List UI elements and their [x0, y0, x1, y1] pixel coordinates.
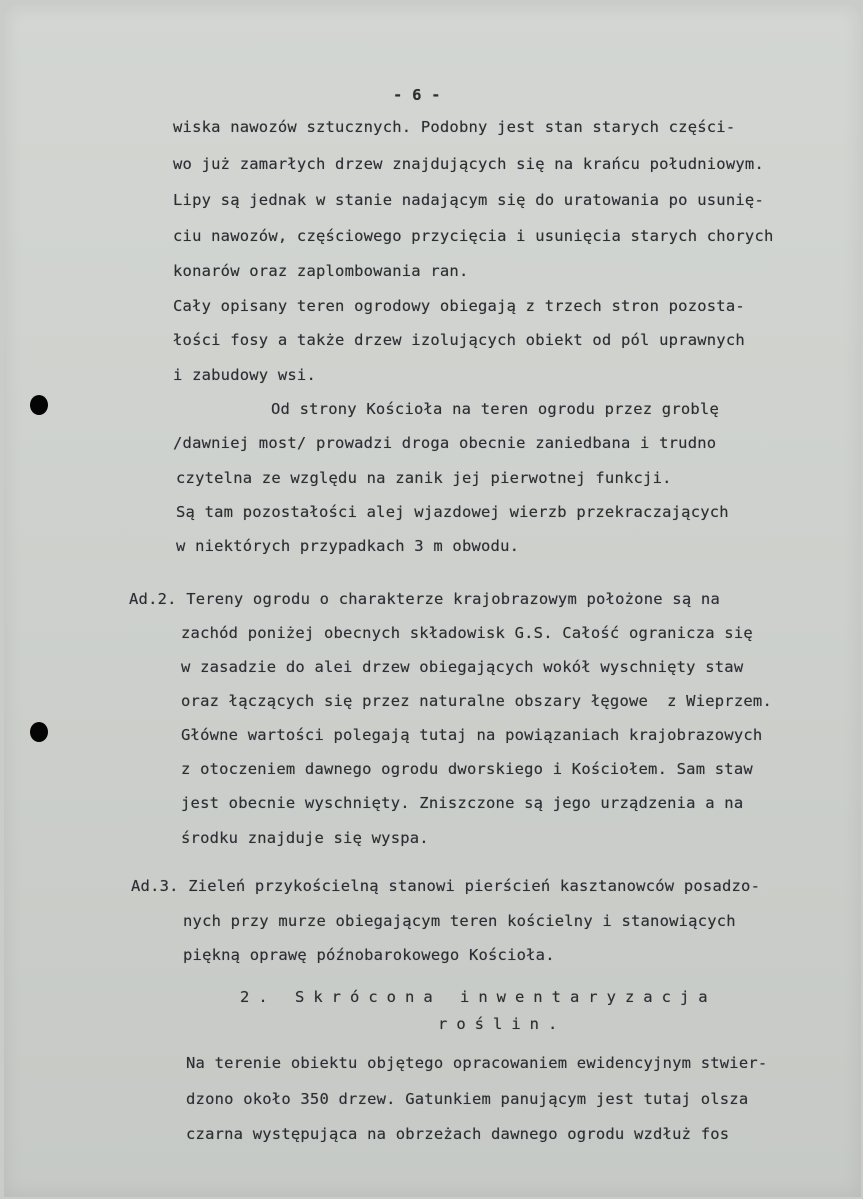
text-line: jest obecnie wyschnięty. Zniszczone są jego urządzenia a na [181, 794, 744, 812]
text-line: w niektórych przypadkach 3 m obwodu. [176, 537, 520, 555]
text-line: piękną oprawę późnobarokowego Kościoła. [183, 946, 555, 964]
text-line: nych przy murze obiegającym teren kościelny i stanowiących [183, 912, 736, 930]
text-line: łości fosy a także drzew izolujących obiekt od pól uprawnych [173, 331, 745, 349]
text-line: ciu nawozów, częściowego przycięcia i usunięcia starych chorych [173, 227, 774, 245]
text-line: czytelna ze względu na zanik jej pierwotnej funkcji. [176, 469, 672, 487]
text-line: środku znajduje się wyspa. [181, 829, 429, 847]
text-line: oraz łączących się przez naturalne obszary łęgowe z Wieprzem. [181, 692, 772, 710]
text-line: dzono około 350 drzew. Gatunkiem panującym jest tutaj olsza [186, 1090, 749, 1108]
text-line: Główne wartości polegają tutaj na powiązaniach krajobrazowych [181, 726, 763, 744]
section-heading: roślin. [438, 1015, 567, 1033]
text-line: Od strony Kościoła na teren ogrodu przez groblę [271, 400, 719, 418]
section-heading: 2. Skrócona inwentaryzacja [240, 988, 717, 1006]
text-line: Lipy są jednak w stanie nadającym się do uratowania po usunię- [173, 191, 764, 209]
page-number: - 6 - [393, 86, 441, 104]
text-line: czarna występująca na obrzeżach dawnego ogrodu wzdłuż fos [186, 1125, 730, 1143]
text-line: /dawniej most/ prowadzi droga obecnie zaniedbana i trudno [173, 434, 717, 452]
text-line: w zasadzie do alei drzew obiegających wokół wyschnięty staw [181, 658, 744, 676]
text-line: konarów oraz zaplombowania ran. [173, 262, 469, 280]
text-line: Cały opisany teren ogrodowy obiegają z trzech stron pozosta- [173, 297, 745, 315]
text-line: Ad.2. Tereny ogrodu o charakterze krajobrazowym położone są na [129, 590, 720, 608]
text-line: z otoczeniem dawnego ogrodu dworskiego i Kościołem. Sam staw [181, 760, 753, 778]
text-line: Na terenie obiektu objętego opracowaniem ewidencyjnym stwier- [186, 1054, 768, 1072]
text-line: wo już zamarłych drzew znajdujących się na krańcu południowym. [173, 155, 764, 173]
text-line: i zabudowy wsi. [173, 366, 316, 384]
text-line: Ad.3. Zieleń przykościelną stanowi pierścień kasztanowców posadzo- [131, 877, 761, 895]
text-line: zachód poniżej obecnych składowisk G.S. Całość ogranicza się [181, 624, 753, 642]
text-line: Są tam pozostałości alej wjazdowej wierzb przekraczających [176, 503, 729, 521]
text-line: wiska nawozów sztucznych. Podobny jest stan starych części- [173, 118, 736, 136]
